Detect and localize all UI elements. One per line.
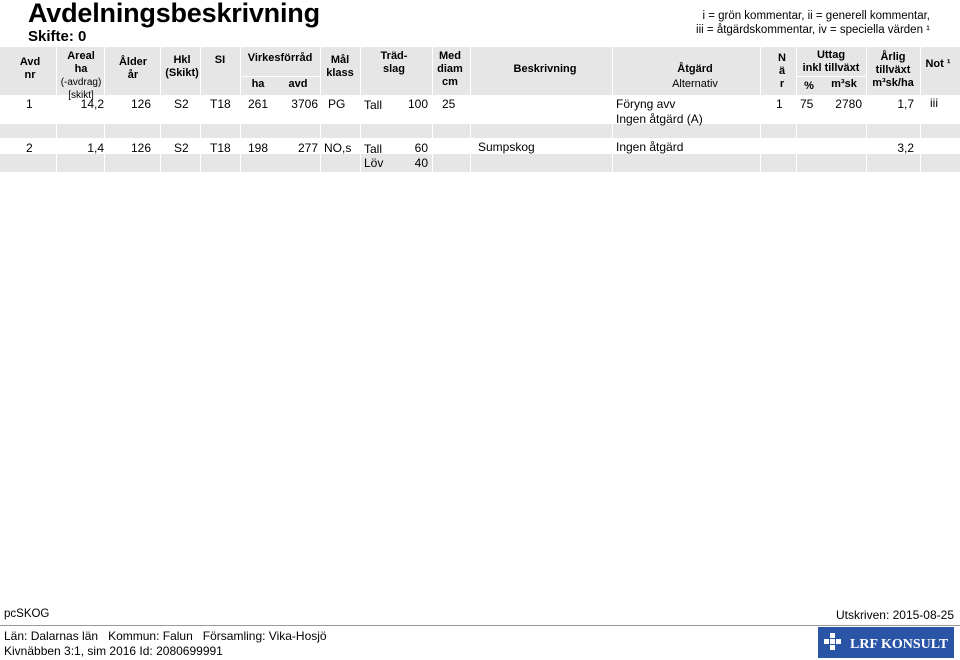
col-atgard: Åtgärd xyxy=(677,63,713,75)
legend-line-1: i = grön kommentar, ii = generell kommentar, xyxy=(702,10,930,22)
col-virkesforrad: Virkesförråd xyxy=(247,52,313,64)
cell-atgard: Ingen åtgärd xyxy=(616,140,684,154)
col-areal: Areal ha (-avdrag) [skikt] xyxy=(60,50,102,101)
row-spacer-band xyxy=(0,124,960,138)
col-alternativ: Alternativ xyxy=(672,78,718,90)
cell-alder: 126 xyxy=(131,97,152,111)
col-uttag-pct: % xyxy=(804,80,814,92)
cell-avd: 1 xyxy=(26,97,33,111)
cell-nar: 1 xyxy=(776,97,783,111)
col-uttag: Uttag inkl tillväxt xyxy=(802,49,860,74)
cell-virkes-ha: 261 xyxy=(248,97,269,111)
cell-hkl: S2 xyxy=(174,97,189,111)
col-nar: N ä r xyxy=(778,52,786,90)
cell-trad-pct: 60 xyxy=(414,141,428,155)
col-med-diam: Med diam cm xyxy=(437,50,463,88)
cell-tradslag: Löv xyxy=(364,156,384,170)
cell-tradslag: Tall xyxy=(364,98,383,112)
legend-line-2: iii = åtgärdskommentar, iv = speciella värden ¹ xyxy=(696,24,930,36)
col-arlig-tillvaxt: Årlig tillväxt m³sk/ha xyxy=(872,51,914,89)
col-virkes-avd: avd xyxy=(288,78,308,90)
col-si: SI xyxy=(214,54,226,66)
cell-areal: 1,4 xyxy=(87,141,104,155)
cell-avd: 2 xyxy=(26,141,33,155)
col-mal: Mål klass xyxy=(326,54,354,79)
cell-virkes-avd: 277 xyxy=(297,141,318,155)
location-line: Län: Dalarnas län Kommun: Falun Församling: Vika-Hosjö xyxy=(4,629,327,643)
cell-uttag-m3: 2780 xyxy=(835,97,862,111)
col-tradslag: Träd- slag xyxy=(380,50,408,75)
col-alder: Ålder år xyxy=(118,56,148,81)
cell-mal: NO,s xyxy=(324,141,352,155)
cell-uttag-pct: 75 xyxy=(800,97,814,111)
col-avd: Avd nr xyxy=(19,56,41,81)
row2-lower-band xyxy=(0,154,960,172)
cell-beskrivning: Sumpskog xyxy=(478,140,535,154)
cell-alder: 126 xyxy=(131,141,152,155)
app-name: pcSKOG xyxy=(4,608,50,620)
cell-arlig: 3,2 xyxy=(897,141,914,155)
page-title: Avdelningsbeskrivning xyxy=(28,0,320,28)
col-virkes-ha: ha xyxy=(251,78,265,90)
footer-divider xyxy=(0,625,960,626)
cell-si: T18 xyxy=(210,97,231,111)
col-hkl: Hkl (Skikt) xyxy=(165,54,199,79)
property-line: Kivnäbben 3:1, sim 2016 Id: 2080699991 xyxy=(4,644,223,658)
cell-hkl: S2 xyxy=(174,141,189,155)
cell-virkes-avd: 3706 xyxy=(291,97,318,111)
cell-si: T18 xyxy=(210,141,231,155)
cell-virkes-ha: 198 xyxy=(248,141,269,155)
cell-atgard: Föryng avv xyxy=(616,97,676,111)
col-not: Not ¹ xyxy=(925,58,951,70)
lrf-konsult-logo xyxy=(818,627,954,658)
logo-text: LRF KONSULT xyxy=(850,637,949,652)
col-beskrivning: Beskrivning xyxy=(513,63,577,75)
skifte-label: Skifte: 0 xyxy=(28,28,87,45)
cell-trad-pct: 40 xyxy=(414,156,428,170)
cell-areal: 14,2 xyxy=(80,97,104,111)
cell-not: iii xyxy=(930,96,938,110)
stand-table xyxy=(0,46,960,176)
cell-alternativ: Ingen åtgärd (A) xyxy=(616,112,703,126)
cell-tradslag: Tall xyxy=(364,142,383,156)
printed-date: Utskriven: 2015-08-25 xyxy=(835,608,954,622)
col-uttag-m3: m³sk xyxy=(831,78,857,90)
cell-arlig: 1,7 xyxy=(897,97,914,111)
cell-mal: PG xyxy=(328,97,346,111)
cell-diam: 25 xyxy=(442,97,456,111)
cell-trad-pct: 100 xyxy=(407,97,428,111)
